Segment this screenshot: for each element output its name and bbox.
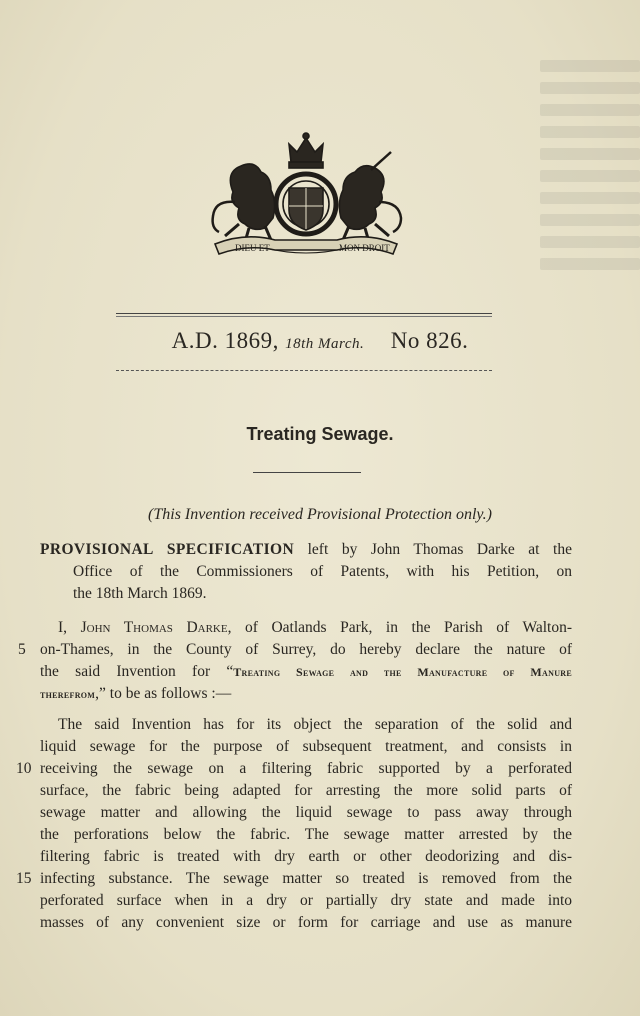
top-rule — [116, 313, 492, 314]
top-rule-double — [116, 316, 492, 317]
title-rule — [253, 472, 361, 473]
invention-title: Treating Sewage and the Manufacture of Manure — [233, 665, 572, 679]
line-number-5: 5 — [18, 641, 26, 658]
text-line: Office of the Commissioners of Patents, with his Petition, on — [73, 563, 572, 580]
royal-coat-of-arms-seal — [205, 132, 407, 262]
header-year: A.D. 1869, — [171, 328, 279, 353]
bottom-rule — [116, 370, 492, 371]
text-line: sewage matter and allowing the liquid sewage to pass away through — [40, 804, 572, 821]
text-line: the 18th March 1869. — [73, 585, 207, 602]
protection-note: (This Invention received Provisional Protection only.) — [148, 506, 492, 523]
provisional-paragraph — [40, 539, 572, 605]
text-line: surface, the fabric being adapted for arresting the more solid parts of — [40, 782, 572, 799]
text-line: perforated surface when in a dry or partially dry state and made into — [40, 892, 572, 909]
bleed-through-text — [540, 60, 640, 290]
line-number-10: 10 — [16, 760, 32, 777]
crest-motto-right: MON DROIT — [339, 243, 390, 253]
crest-motto-left: DIEU ET — [235, 243, 270, 253]
patent-header — [0, 328, 640, 354]
provisional-label: PROVISIONAL SPECIFICATION — [40, 541, 295, 558]
text-line: I, John Thomas Darke, of Oatlands Park, in the Parish of Walton- — [58, 619, 572, 636]
text-line: masses of any convenient size or form for carriage and use as manure — [40, 914, 572, 931]
text-line: liquid sewage for the purpose of subsequent treatment, and consists in — [40, 738, 572, 755]
text-line: the perforations below the fabric. The sewage matter arrested by the — [40, 826, 572, 843]
text-line: PROVISIONAL SPECIFICATION left by John Thomas Darke at the — [40, 541, 572, 558]
body-paragraph — [40, 714, 572, 934]
text-line: The said Invention has for its object the separation of the solid and — [58, 716, 572, 733]
text-line: therefrom,” to be as follows :— — [40, 685, 232, 702]
header-date: 18th March. — [285, 336, 365, 352]
text-line: infecting substance. The sewage matter so treated is removed from the — [40, 870, 572, 887]
text-line: on-Thames, in the County of Surrey, do hereby declare the nature of — [40, 641, 572, 658]
text-line: filtering fabric is treated with dry earth or other deodorizing and dis- — [40, 848, 572, 865]
text-line: the said Invention for “Treating Sewage and the Manufacture of Manure — [40, 663, 572, 680]
header-number: No 826. — [390, 328, 469, 353]
text-line: receiving the sewage on a filtering fabric supported by a perforated — [40, 760, 572, 777]
declaration-paragraph — [40, 617, 572, 705]
document-title: Treating Sewage. — [246, 424, 394, 444]
line-number-15: 15 — [16, 870, 32, 887]
inventor-name: John Thomas Darke — [80, 619, 228, 636]
